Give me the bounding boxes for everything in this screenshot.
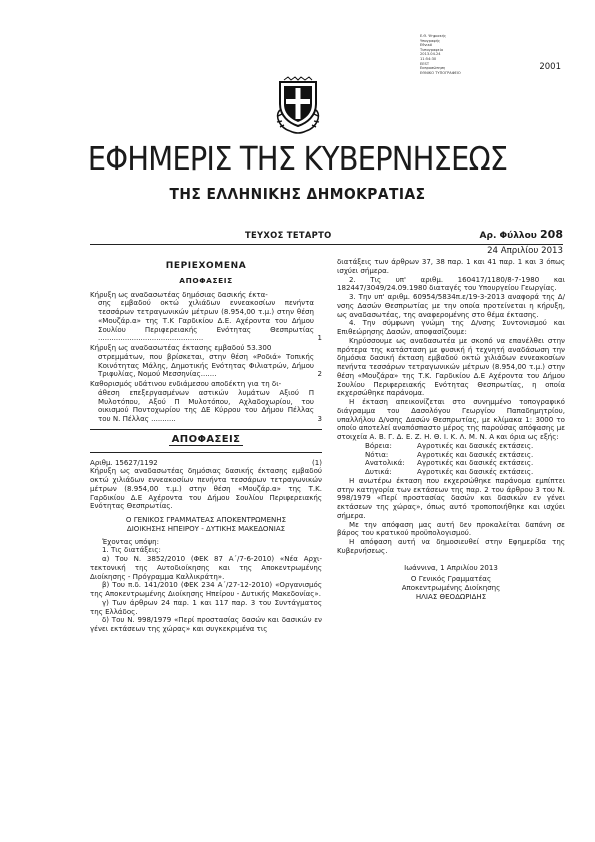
gazette-title: ΕΦΗΜΕΡΙΣ ΤΗΣ ΚΥΒΕΡΝΗΣΕΩΣ xyxy=(87,139,508,178)
toc-item[interactable]: Κήρυξη ως αναδασωτέας δημόσιας δασικής έκτα- σης εμβαδού οκτώ χιλιάδων εννεακοσίων πενήντα τεσσάρων τετραγωνικών μέτρων (8.954,00 τ.μ.) στην θέση «Μουζάρ.α» της Τ.Κ Γαρδικίου Δ.Ε. Αχέροντα του Δήμου Σουλίου Περιφερειακής Ενότητας Θεσπρωτίας ............................................... 1 xyxy=(90,289,322,343)
right-column xyxy=(337,258,565,602)
decisions-heading: ΑΠΟΦΑΣΕΙΣ xyxy=(90,436,322,446)
toc-page-number: 1 xyxy=(317,333,322,343)
provisions-intro: 1. Τις διατάξεις: xyxy=(102,545,161,555)
body-paragraph: 2. Τις υπ' αριθμ. 160417/1180/8-7-1980 και 182447/3049/24.09.1980 διαταγές του Υπουργείου Γεωργίας. xyxy=(337,274,565,293)
body-paragraph: Η απόφαση αυτή να δημοσιευθεί στην Εφημερίδα της Κυβερνήσεως. xyxy=(337,537,565,555)
toc-page-number: 3 xyxy=(317,414,322,423)
decision-title: Κήρυξη ως αναδασωτέας δημόσιας δασικής έκτασης εμβαδού οκτώ χιλιάδων εννεακοσίων πενήντα τεσσάρων τετραγωνικών μέτρων (8.954,00 τ.μ.) στην θέση «Μουζάρ.α» της Τ.Κ. Γαρδικίου Δ.Ε Αχέροντα του Δήμου Σουλίου Περιφερειακής Ενότητας Θεσπρωτίας. xyxy=(90,466,322,511)
body-paragraph: Η ανωτέρω έκταση που εκχερσώθηκε παράνομα εμπίπτει στην κατηγορία των εκτάσεων της παρ. 2 του άρθρου 3 του Ν. 998/1979 «Περί προστασίας δασών και δασικών εν γένει εκτάσεων της χώρας», όπως αυτό τροποποιήθηκε και ισχύει σήμερα. xyxy=(337,475,565,520)
toc-subheading: ΑΠΟΦΑΣΕΙΣ xyxy=(179,275,233,285)
toc-heading: ΠΕΡΙΕΧΟΜΕΝΑ xyxy=(165,261,247,271)
boundary-row: Ανατολικά: Αγροτικές και δασικές εκτάσεις. xyxy=(365,458,534,468)
toc-page-number: 2 xyxy=(317,369,322,379)
coat-of-arms-icon xyxy=(276,76,320,136)
digital-signature-stamp: Ε.Θ. Ψηφιακής Υπογραφής Εθνικό Τυπογραφείο 2013.04.24 11:54:30 ΕΕST Εκπροσώπηση ΕΘΝΙΚΟ ΤΥΠΟΓΡΑΦΕΙΟ xyxy=(420,34,461,75)
body-paragraph: 3. Την υπ' αριθμ. 60954/5834π.ε/19-3-2013 αναφορά της Δ/νσης Δασών Θεσπρωτίας με την οποία προτείνεται η κήρυξη, ως αναδασωτέας, της αναφερομένης στο θέμα έκτασης. xyxy=(337,292,565,319)
decision-reference: Αριθμ. 15627/1192 (1) xyxy=(90,457,322,467)
boundary-row: Βόρεια: Αγροτικές και δασικές εκτάσεις. xyxy=(365,440,534,450)
masthead xyxy=(0,140,595,203)
sheet-number: Αρ. Φύλλου 208 xyxy=(479,228,563,241)
issue-series: ΤΕΥΧΟΣ ΤΕΤΑΡΤΟ xyxy=(245,230,332,240)
signature-block: Ιωάννινα, 1 Απριλίου 2013 Ο Γενικός Γραμματέας Αποκεντρωμένης Διοίκησης ΗΛΙΑΣ ΘΕΟΔΩΡΙΔΗΣ xyxy=(337,564,565,602)
boundaries-list xyxy=(337,442,565,477)
provision-item: α) Του Ν. 3852/2010 (ΦΕΚ 87 Α΄/7-6-2010) «Νέα Αρχιτεκτονική της Αυτοδιοίκησης και της Αποκεντρωμένης Διοίκησης - Πρόγραμμα Καλλικράτη». xyxy=(90,554,322,581)
signatory-name: ΗΛΙΑΣ ΘΕΟΔΩΡΙΔΗΣ xyxy=(415,591,487,601)
divider xyxy=(90,429,322,430)
left-column xyxy=(90,262,322,634)
page-number: 2001 xyxy=(539,62,561,72)
body-paragraph: 4. Την σύμφωνη γνώμη της Δ/νσης Συντονισμού και Επιθεώρησης Δασών, αποφασίζουμε: xyxy=(337,318,565,336)
toc-item[interactable]: Κήρυξη ως αναδασωτέας έκτασης εμβαδού 53.300 στρεμμάτων, που βρίσκεται, στην θέση «Ροδιά» Τοπικής Κοινότητας Μάλης, Δημοτικής Ενότητας Φιλιατρών, Δήμου Τριφυλίας, Νομού Μεσσηνίας....... 2 xyxy=(90,343,322,379)
having-regard: Έχοντας υπόψη: xyxy=(102,536,159,546)
provision-item: β) Του π.δ. 141/2010 (ΦΕΚ 234 Α΄/27-12-2010) «Οργανισμός της Αποκεντρωμένης Διοίκησης Ηπείρου - Δυτικής Μακεδονίας». xyxy=(90,580,322,598)
body-paragraph: Κηρύσσουμε ως αναδασωτέα με σκοπό να επανέλθει στην πρότερα της κατάσταση με φυσική ή τεχνητή αναδάσωση την δημόσια δασική έκταση εμβαδού οκτώ χιλιάδων εννεακοσίων πενήντα τεσσάρων τετραγωνικών μέτρων (8.954,00 τ.μ.) στην θέση «Μουζάρα» της Τ.Κ. Γαρδικίου Δ.Ε Αχέροντα του Δήμου Σουλίου Περιφερειακής Ενότητας Θεσπρωτίας, η οποία εκχερσώθηκε παράνομα. xyxy=(337,335,565,398)
boundary-row: Νότια: Αγροτικές και δασικές εκτάσεις. xyxy=(365,449,534,459)
body-paragraph: Η έκταση απεικονίζεται στο συνημμένο τοπογραφικό διάγραμμα του Δασολόγου Γεωργίου Παπαδημητρίου, υπαλλήλου Δ/νσης Δασών Θεσπρωτίας, με κλίμακα 1: 3000 το οποίο αποτελεί αναπόσπαστο μέρος της παρούσας απόφασης με στοιχεία Α. Β. Γ. Δ. Ε. Ζ. Η. Θ. Ι. Κ. Λ. Μ. Ν. Α και όρια ως εξής: xyxy=(337,397,565,441)
issuing-authority: Ο ΓΕΝΙΚΟΣ ΓΡΑΜΜΑΤΕΑΣ ΑΠΟΚΕΝΤΡΩΜΕΝΗΣ ΔΙΟΙΚΗΣΗΣ ΗΠΕΙΡΟΥ - ΔΥΤΙΚΗΣ ΜΑΚΕΔΟΝΙΑΣ xyxy=(125,515,287,533)
gazette-subtitle: ΤΗΣ ΕΛΛΗΝΙΚΗΣ ΔΗΜΟΚΡΑΤΙΑΣ xyxy=(169,185,426,203)
toc-item[interactable]: Καθορισμός υδάτινου ενδιάμεσου αποδέκτη για τη δι- άθεση επεξεργασμένων αστικών λυμάτων Αξιού Π Μυλοτόπου, Αξού Π Μυλοτόπου, Αχλαδοχωρίου, του οικισμού Ποντοχωρίου της ΔΕ Κύρρου του Δήμου Πέλλας του Ν. Πέλλας ........... 3 xyxy=(90,379,322,423)
sign-place-date: Ιωάννινα, 1 Απριλίου 2013 xyxy=(404,562,498,572)
boundary-row: Δυτικά: Αγροτικές και δασικές εκτάσεις. xyxy=(365,467,534,476)
issue-date: 24 Απριλίου 2013 xyxy=(487,246,563,256)
body-paragraph: Με την απόφαση μας αυτή δεν προκαλείται δαπάνη σε βάρος του κρατικού προϋπολογισμού. xyxy=(337,519,565,538)
provision-item: γ) Των άρθρων 24 παρ. 1 και 117 παρ. 3 του Συντάγματος της Ελλάδος. xyxy=(90,597,322,616)
body-paragraph: διατάξεις των άρθρων 37, 38 παρ. 1 και 41 παρ. 1 και 3 όπως ισχύει σήμερα. xyxy=(337,257,565,275)
header-rule xyxy=(90,244,563,245)
provision-item: δ) Του Ν. 998/1979 «Περί προστασίας δασών και δασικών εν γένει εκτάσεων της χώρας» και συγκεκριμένα τις xyxy=(90,615,322,633)
divider xyxy=(90,452,322,453)
